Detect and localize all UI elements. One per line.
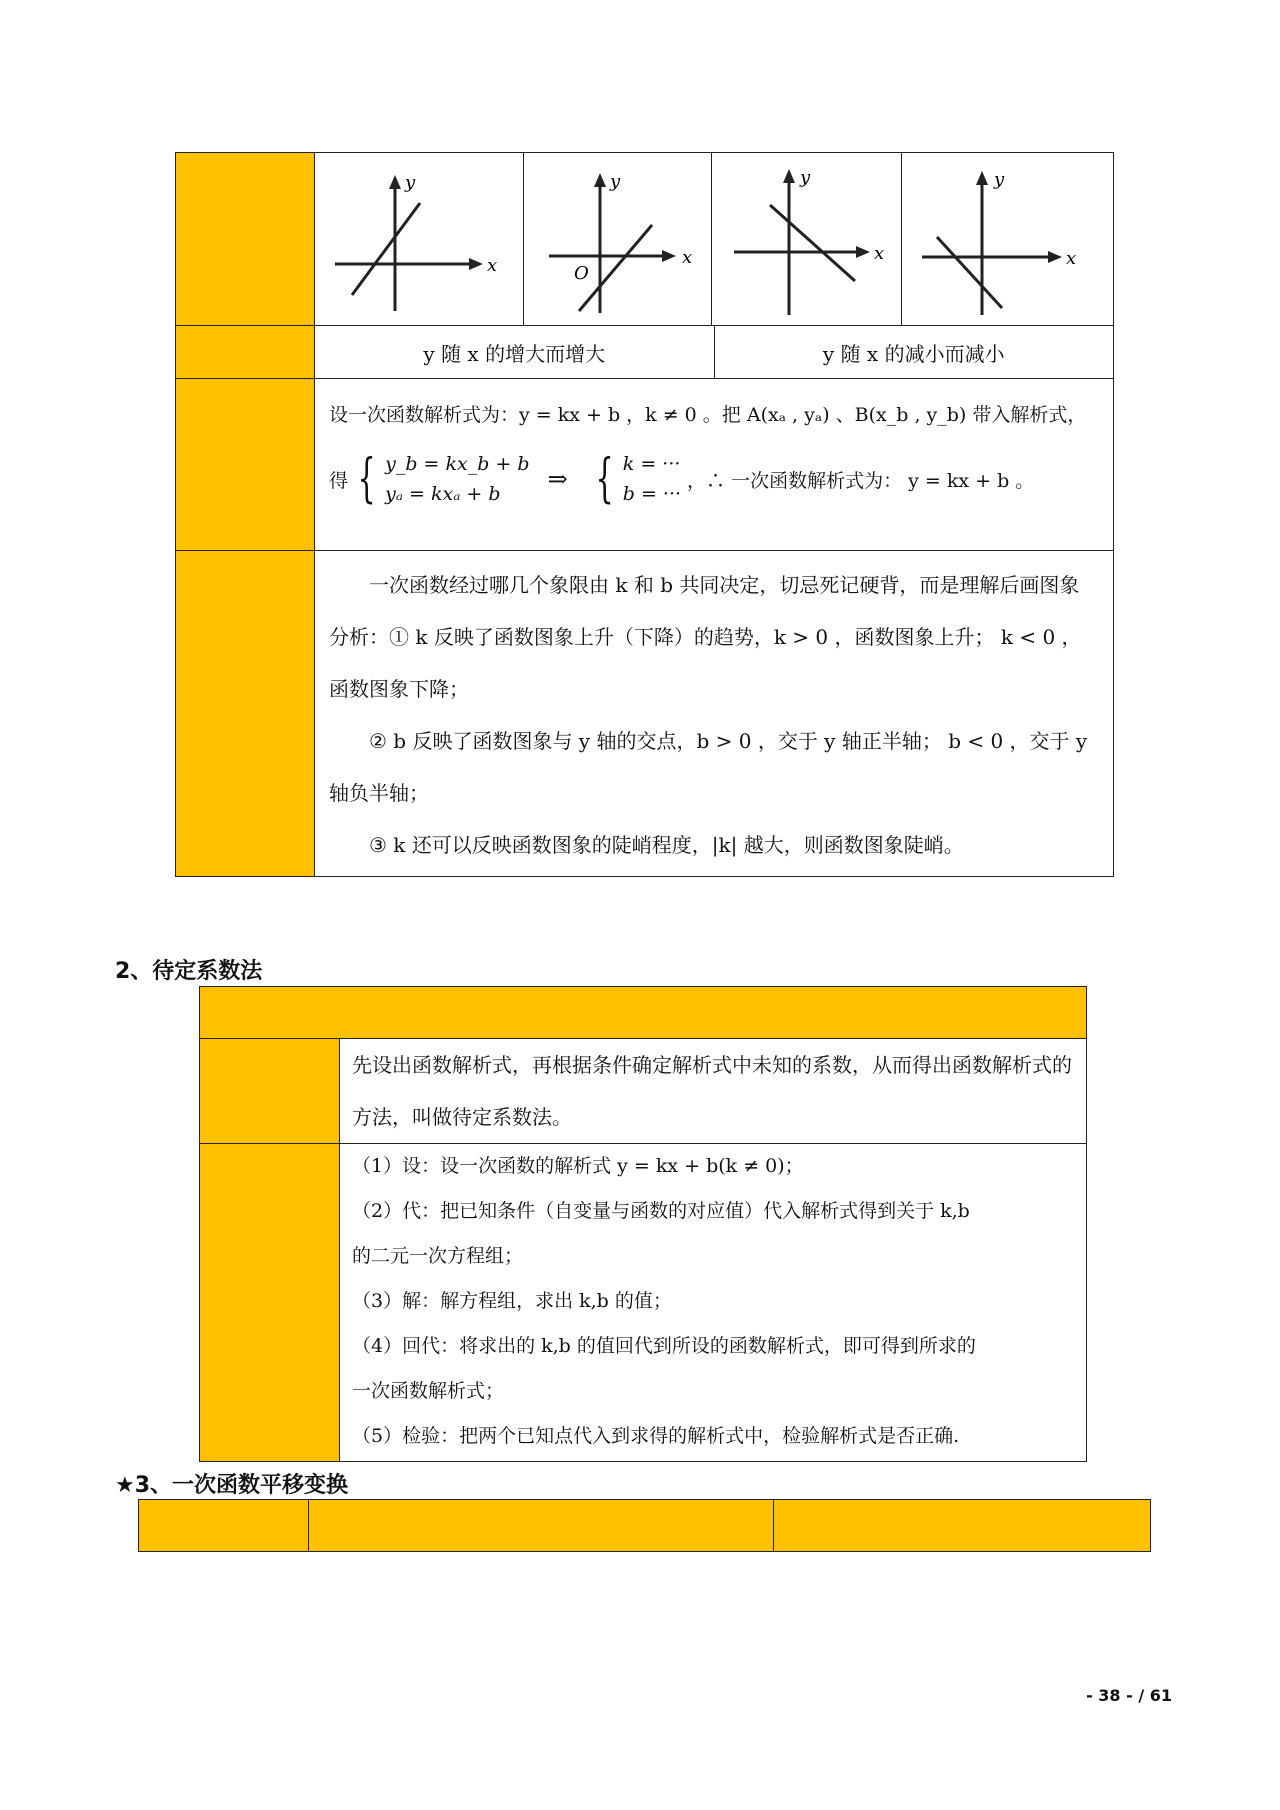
- system-left-line-1: y_b = kx_b + b: [385, 453, 530, 475]
- graphs-row: [176, 153, 1114, 326]
- method-line-2: [329, 449, 1099, 509]
- section-2-heading: 2、待定系数法: [115, 959, 263, 984]
- graph-k-pos-b-pos: [315, 153, 524, 325]
- trend-increase-text: y 随 x 的增大而增大: [315, 326, 715, 378]
- graph-k-neg-b-pos-svg: [712, 153, 902, 325]
- x-axis-label: x: [874, 243, 885, 264]
- translation-header-row: [139, 1500, 1151, 1552]
- system-right-line-1: k = ···: [622, 453, 681, 475]
- note-paragraph-3: ③ k 还可以反映函数图象的陡峭程度，|k| 越大，则函数图象陡峭。: [369, 833, 964, 857]
- system-right-line-2: b = ···: [622, 483, 682, 505]
- implies-arrow: ⇒: [547, 465, 568, 493]
- steps-list: [352, 1144, 1076, 1459]
- header-cell: [200, 987, 1087, 1039]
- x-axis-label: x: [681, 247, 693, 268]
- notes-row: [176, 551, 1114, 877]
- x-axis-label: x: [487, 255, 498, 276]
- graphs-cell: [315, 153, 1114, 326]
- y-axis-label: y: [994, 169, 1005, 190]
- header-row: [200, 987, 1087, 1039]
- step-line: 的二元一次方程组；: [352, 1245, 524, 1267]
- step-line: （5）检验：把两个已知点代入到求得的解析式中，检验解析式是否正确.: [352, 1425, 960, 1447]
- steps-cell: [340, 1144, 1087, 1462]
- definition-text: 先设出函数解析式，再根据条件确定解析式中未知的系数，从而得出函数解析式的方法，叫做待定系数法。: [352, 1053, 1072, 1129]
- left-brace-icon: {: [357, 449, 376, 509]
- row-header-cell: [176, 379, 315, 551]
- trend-cell: [315, 326, 1114, 379]
- method-suffix: ，∴ 一次函数解析式为： y = kx + b 。: [687, 469, 1035, 492]
- y-axis-label: y: [609, 171, 621, 192]
- x-axis-label: x: [1066, 248, 1077, 269]
- graph-k-pos-b-neg: [524, 153, 712, 325]
- equation-system-left: [348, 449, 530, 509]
- definition-cell: [340, 1039, 1087, 1144]
- notes-cell: [315, 551, 1114, 877]
- function-properties-table: [175, 152, 1114, 877]
- step-line: （2）代：把已知条件（自变量与函数的对应值）代入解析式得到关于 k,b: [352, 1200, 970, 1222]
- steps-row: [200, 1144, 1087, 1462]
- system-left-line-2: yₐ = kxₐ + b: [385, 483, 501, 505]
- method-row: [176, 379, 1114, 551]
- step-line: （3）解：解方程组，求出 k,b 的值；: [352, 1290, 672, 1312]
- method-cell: [315, 379, 1114, 551]
- section-3-heading: ★3、一次函数平移变换: [115, 1473, 349, 1498]
- step-line: （1）设：设一次函数的解析式 y = kx + b(k ≠ 0)；: [352, 1155, 804, 1177]
- equation-system-right: [586, 449, 681, 509]
- y-axis-label: y: [405, 172, 416, 193]
- y-axis-label: y: [800, 167, 811, 188]
- header-cell-2: [309, 1500, 774, 1552]
- note-paragraph-2: ② b 反映了函数图象与 y 轴的交点，b > 0 ，交于 y 轴正半轴； b < 0 ，交于 y 轴负半轴；: [329, 729, 1088, 805]
- undetermined-coefficients-table: [199, 986, 1087, 1462]
- graph-k-pos-b-pos-svg: [315, 153, 524, 325]
- graph-k-pos-b-neg-svg: [524, 153, 712, 325]
- row-header-cell: [200, 1144, 340, 1462]
- trend-row: [176, 326, 1114, 379]
- definition-row: [200, 1039, 1087, 1144]
- step-line: 一次函数解析式；: [352, 1380, 505, 1402]
- step-line: （4）回代：将求出的 k,b 的值回代到所设的函数解析式，即可得到所求的: [352, 1335, 976, 1357]
- left-brace-icon: {: [595, 449, 614, 509]
- note-paragraph-1: 一次函数经过哪几个象限由 k 和 b 共同决定，切忌死记硬背，而是理解后画图象分析：① k 反映了函数图象上升（下降）的趋势，k > 0 ，函数图象上升； k < 0 ，函数图象下降；: [329, 573, 1082, 701]
- header-cell-3: [774, 1500, 1151, 1552]
- translation-table: [138, 1499, 1151, 1552]
- page-number: - 38 - / 61: [1086, 1686, 1172, 1705]
- method-prefix: 得: [329, 469, 349, 492]
- row-header-cell: [200, 1039, 340, 1144]
- row-header-cell: [176, 551, 315, 877]
- graph-k-neg-b-pos: [712, 153, 902, 325]
- origin-label: O: [573, 263, 589, 284]
- row-header-cell: [176, 326, 315, 379]
- row-header-cell: [176, 153, 315, 326]
- trend-decrease-text: y 随 x 的减小而减小: [822, 341, 1005, 366]
- method-line-1: 设一次函数解析式为：y = kx + b ，k ≠ 0 。把 A(xₐ , yₐ) 、B(x_b , y_b) 带入解析式，: [329, 404, 1087, 426]
- header-cell-1: [139, 1500, 309, 1552]
- graph-k-neg-b-neg: [902, 153, 1113, 325]
- graph-k-neg-b-neg-svg: [902, 153, 1114, 325]
